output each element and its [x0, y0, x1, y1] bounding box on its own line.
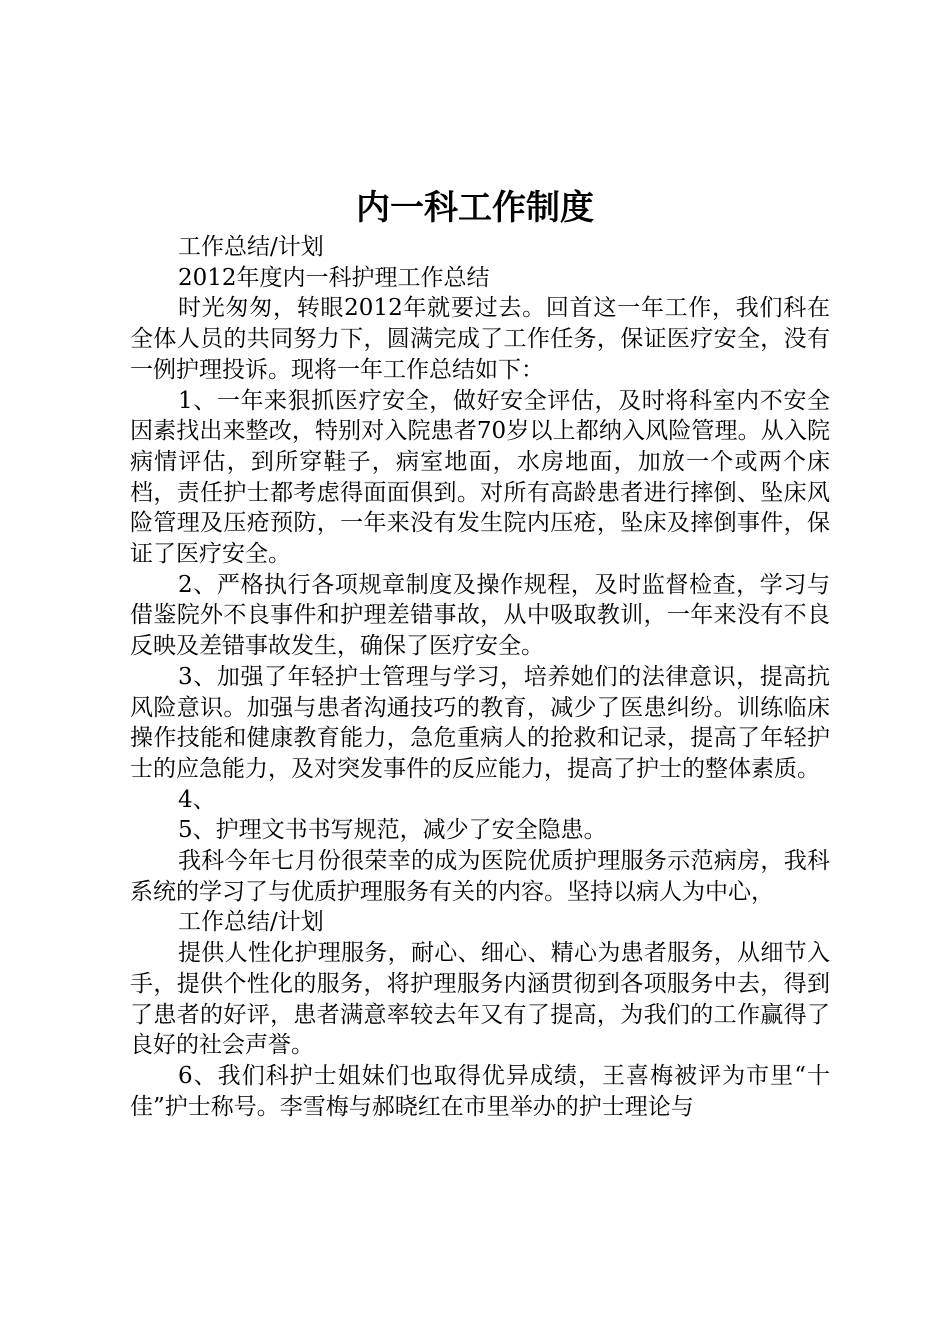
document-body [130, 232, 830, 1122]
paragraph-category-label-repeat: 工作总结/计划 [178, 909, 324, 936]
paragraph-quality-care: 我科今年七月份很荣幸的成为医院优质护理服务示范病房，我科系统的学习了与优质护理服务有关的内容。坚持以病人为中心， [130, 848, 830, 905]
paragraph-subtitle: 2012年度内一科护理工作总结 [178, 264, 490, 291]
paragraph-item-5: 5、护理文书书写规范，减少了安全隐患。 [178, 817, 607, 844]
paragraph-item-3: 3、加强了年轻护士管理与学习，培养她们的法律意识，提高抗风险意识。加强与患者沟通技巧的教育，减少了医患纠纷。训练临床操作技能和健康教育能力，急危重病人的抢救和记录，提高了年轻护士的应急能力，及对突发事件的反应能力，提高了护士的整体素质。 [130, 663, 830, 782]
document-title: 内一科工作制度 [356, 188, 594, 228]
paragraph-intro: 时光匆匆，转眼2012年就要过去。回首这一年工作，我们科在全体人员的共同努力下，圆满完成了工作任务，保证医疗安全，没有一例护理投诉。现将一年工作总结如下： [130, 295, 830, 383]
paragraph-item-6: 6、我们科护士姐妹们也取得优异成绩，王喜梅被评为市里“十佳”护士称号。李雪梅与郝晓红在市里举办的护士理论与 [130, 1062, 830, 1120]
paragraph-item-4: 4、 [178, 786, 216, 813]
paragraph-item-2: 2、严格执行各项规章制度及操作规程，及时监督检查，学习与借鉴院外不良事件和护理差错事故，从中吸取教训，一年来没有不良反映及差错事故发生，确保了医疗安全。 [130, 571, 830, 660]
paragraph-service: 提供人性化护理服务，耐心、细心、精心为患者服务，从细节入手，提供个性化的服务，将护理服务内涵贯彻到各项服务中去，得到了患者的好评，患者满意率较去年又有了提高，为我们的工作赢得了良好的社会声誉。 [130, 940, 830, 1059]
paragraph-category-label: 工作总结/计划 [178, 234, 324, 260]
paragraph-item-1: 1、一年来狠抓医疗安全，做好安全评估，及时将科室内不安全因素找出来整改，特别对入院患者70岁以上都纳入风险管理。从入院病情评估，到所穿鞋子，病室地面，水房地面，加放一个或两个床档，责任护士都考虑得面面俱到。对所有高龄患者进行摔倒、坠床风险管理及压疮预防，一年来没有发生院内压疮，坠床及摔倒事件，保证了医疗安全。 [130, 387, 830, 568]
